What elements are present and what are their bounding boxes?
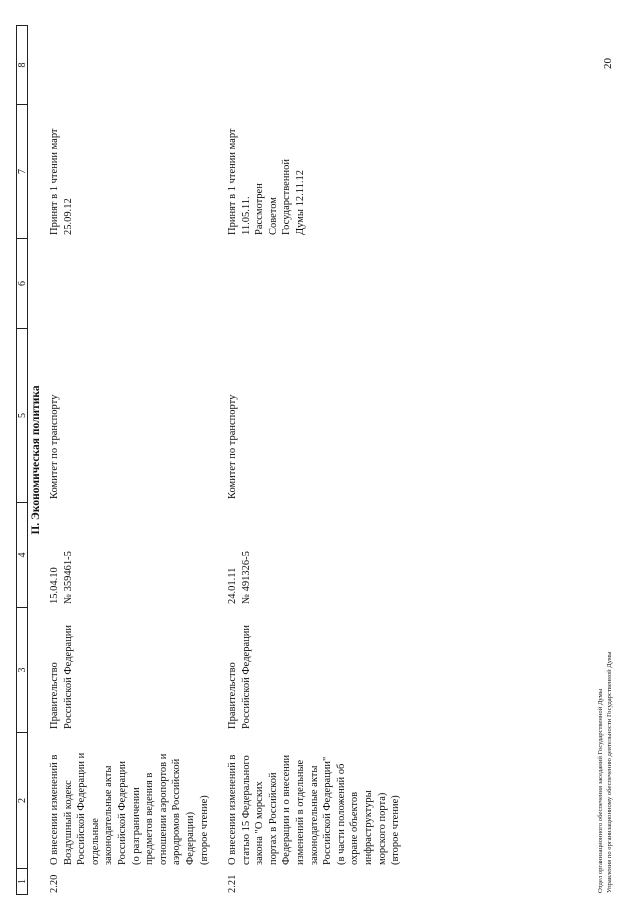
footer-line-1: Отдел организационного обеспечения заседаний Государственной Думы	[597, 688, 604, 893]
status: Принят в 1 чтении март 11.05.11. Рассмотрен Советом Государственной Думы 12.11.12	[227, 128, 306, 235]
committee: Комитет по транспорту	[227, 394, 238, 499]
registration: 15.04.10 № 359461-5	[49, 551, 74, 604]
plan-table	[16, 25, 626, 895]
col-header-3: 3	[16, 608, 28, 733]
initiator: Правительство Российской Федерации	[49, 625, 74, 729]
status: Принят в 1 чтении март 25.09.12	[49, 128, 74, 235]
column-number-header	[16, 25, 28, 895]
col-header-5: 5	[16, 329, 28, 503]
col-header-6: 6	[16, 239, 28, 329]
row-number: 2.20	[49, 874, 60, 893]
col-header-4: 4	[16, 503, 28, 608]
col-header-8: 8	[16, 25, 28, 105]
section-title: II. Экономическая политика	[30, 385, 42, 535]
footer-line-2: Управления по организационному обеспечению деятельности Государственной Думы	[606, 651, 613, 893]
col-header-7: 7	[16, 105, 28, 239]
registration: 24.01.11 № 491326-5	[227, 551, 252, 604]
footer	[596, 651, 614, 893]
col-header-2: 2	[16, 733, 28, 869]
col-header-1: 1	[16, 869, 28, 895]
initiator: Правительство Российской Федерации	[227, 625, 252, 729]
bill-title: О внесении изменений в Воздушный кодекс Российской Федерации и отдельные законодательные акты Российской Федерации (о разграничении предметов ведения в отношении аэропортов и аэродромов Российской Федерации) (второе чтение)	[49, 752, 210, 865]
committee: Комитет по транспорту	[49, 394, 60, 499]
row-number: 2.21	[227, 874, 238, 893]
page-number: 20	[602, 58, 614, 69]
bill-title: О внесении изменений в статью 15 Федерального закона "О морских портах в Российской Федерации и о внесении изменений в отдельные законодательные акты Российской Федерации" (в части положений об охране объектов инфраструктуры морского порта) (второе чтение)	[227, 754, 402, 865]
